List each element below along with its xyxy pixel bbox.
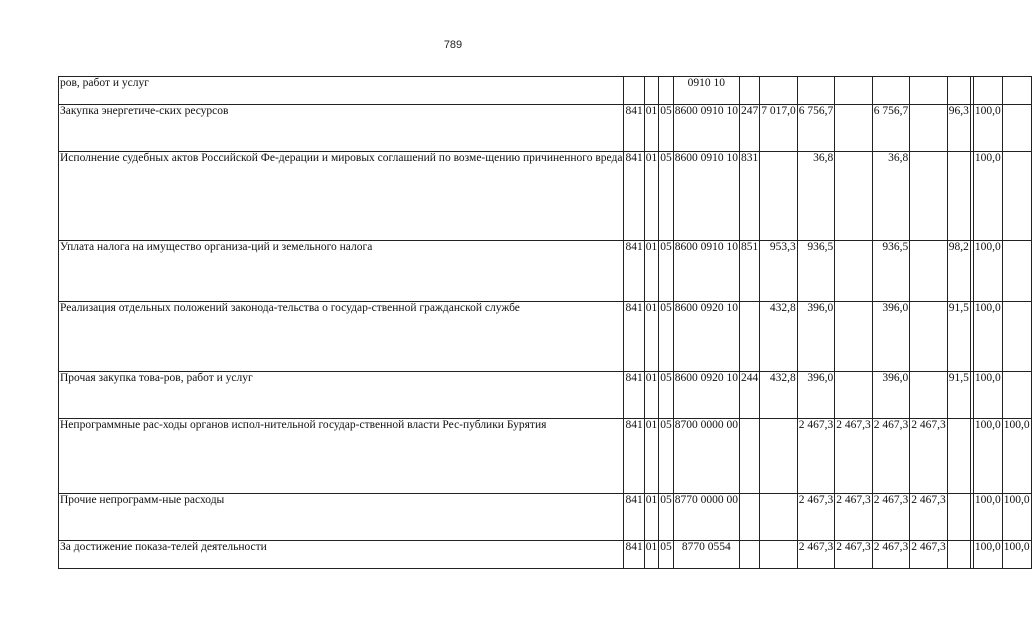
executed-federal-value	[910, 152, 948, 241]
execution-percent-plan: 91,5	[947, 372, 970, 419]
table-row	[59, 152, 1032, 241]
execution-percent-approved-federal	[1002, 372, 1031, 419]
execution-percent-approved	[973, 77, 1002, 105]
planned-value: 7 017,0	[760, 105, 798, 152]
row-name: ров, работ и услуг	[59, 77, 624, 105]
target-article-code: 0910 10	[673, 77, 739, 105]
page-number: 789	[443, 39, 463, 51]
target-article-code: 8600 0910 10	[673, 152, 739, 241]
planned-value: 953,3	[760, 241, 798, 302]
row-name: Непрограммные рас-ходы органов испол-нительной государ-ственной власти Рес-публики Бурятия	[59, 419, 624, 494]
ministry-code: 841	[624, 105, 644, 152]
execution-percent-approved-federal: 100,0	[1002, 419, 1031, 494]
approved-value	[797, 77, 835, 105]
planned-value	[760, 541, 798, 569]
executed-value: 36,8	[872, 152, 910, 241]
target-article-code: 8600 0910 10	[673, 105, 739, 152]
execution-percent-plan	[947, 419, 970, 494]
ministry-code: 841	[624, 241, 644, 302]
subsection-code: 05	[659, 541, 674, 569]
execution-percent-approved-federal: 100,0	[1002, 541, 1031, 569]
executed-value	[872, 77, 910, 105]
expense-type-code	[739, 302, 759, 372]
ministry-code: 841	[624, 494, 644, 541]
table-row	[59, 77, 1032, 105]
execution-percent-approved: 100,0	[973, 152, 1002, 241]
approved-federal-value	[835, 241, 873, 302]
planned-value: 432,8	[760, 302, 798, 372]
ministry-code: 841	[624, 302, 644, 372]
section-code	[644, 77, 659, 105]
target-article-code: 8700 0000 00	[673, 419, 739, 494]
row-name: Прочая закупка това-ров, работ и услуг	[59, 372, 624, 419]
executed-value: 6 756,7	[872, 105, 910, 152]
executed-federal-value	[910, 241, 948, 302]
section-code: 01	[644, 302, 659, 372]
target-article-code: 8600 0920 10	[673, 302, 739, 372]
execution-percent-approved-federal: 100,0	[1002, 494, 1031, 541]
approved-value: 36,8	[797, 152, 835, 241]
approved-value: 2 467,3	[797, 419, 835, 494]
subsection-code: 05	[659, 494, 674, 541]
planned-value	[760, 152, 798, 241]
execution-percent-approved: 100,0	[973, 105, 1002, 152]
execution-percent-approved-federal	[1002, 105, 1031, 152]
approved-value: 396,0	[797, 372, 835, 419]
row-name: Исполнение судебных актов Российской Фе-дерации и мировых соглашений по возме-щению причиненного вреда	[59, 152, 624, 241]
approved-federal-value: 2 467,3	[835, 494, 873, 541]
execution-percent-approved: 100,0	[973, 494, 1002, 541]
execution-percent-plan	[947, 494, 970, 541]
execution-percent-approved: 100,0	[973, 241, 1002, 302]
approved-federal-value	[835, 372, 873, 419]
execution-percent-plan	[947, 152, 970, 241]
approved-value: 6 756,7	[797, 105, 835, 152]
executed-federal-value: 2 467,3	[910, 494, 948, 541]
executed-value: 2 467,3	[872, 494, 910, 541]
ministry-code: 841	[624, 372, 644, 419]
table-row	[59, 302, 1032, 372]
execution-percent-approved-federal	[1002, 241, 1031, 302]
ministry-code: 841	[624, 152, 644, 241]
expense-type-code	[739, 494, 759, 541]
row-name: Закупка энергетиче-ских ресурсов	[59, 105, 624, 152]
table-row	[59, 241, 1032, 302]
executed-value: 936,5	[872, 241, 910, 302]
expense-type-code: 247	[739, 105, 759, 152]
executed-federal-value	[910, 105, 948, 152]
ministry-code: 841	[624, 419, 644, 494]
table-row	[59, 372, 1032, 419]
target-article-code: 8770 0000 00	[673, 494, 739, 541]
execution-percent-approved: 100,0	[973, 419, 1002, 494]
row-name: Реализация отдельных положений законода-тельства о государ-ственной гражданской службе	[59, 302, 624, 372]
approved-value: 2 467,3	[797, 541, 835, 569]
expense-type-code: 244	[739, 372, 759, 419]
execution-percent-approved-federal	[1002, 77, 1031, 105]
expense-type-code: 851	[739, 241, 759, 302]
section-code: 01	[644, 541, 659, 569]
executed-value: 396,0	[872, 372, 910, 419]
approved-federal-value	[835, 105, 873, 152]
executed-federal-value: 2 467,3	[910, 419, 948, 494]
executed-value: 2 467,3	[872, 541, 910, 569]
execution-percent-approved: 100,0	[973, 302, 1002, 372]
subsection-code: 05	[659, 372, 674, 419]
subsection-code: 05	[659, 302, 674, 372]
expense-type-code: 831	[739, 152, 759, 241]
subsection-code: 05	[659, 105, 674, 152]
approved-federal-value	[835, 302, 873, 372]
planned-value	[760, 77, 798, 105]
execution-percent-plan	[947, 77, 970, 105]
executed-federal-value	[910, 77, 948, 105]
section-code: 01	[644, 494, 659, 541]
subsection-code: 05	[659, 241, 674, 302]
approved-value: 2 467,3	[797, 494, 835, 541]
approved-federal-value: 2 467,3	[835, 419, 873, 494]
execution-percent-plan: 96,3	[947, 105, 970, 152]
target-article-code: 8600 0910 10	[673, 241, 739, 302]
section-code: 01	[644, 419, 659, 494]
table-row	[59, 419, 1032, 494]
subsection-code	[659, 77, 674, 105]
row-name: Уплата налога на имущество организа-ций и земельного налога	[59, 241, 624, 302]
target-article-code: 8600 0920 10	[673, 372, 739, 419]
execution-percent-approved: 100,0	[973, 372, 1002, 419]
execution-percent-plan: 91,5	[947, 302, 970, 372]
executed-value: 396,0	[872, 302, 910, 372]
execution-percent-approved-federal	[1002, 302, 1031, 372]
approved-federal-value	[835, 152, 873, 241]
ministry-code	[624, 77, 644, 105]
row-name: За достижение показа-телей деятельности	[59, 541, 624, 569]
target-article-code: 8770 0554	[673, 541, 739, 569]
section-code: 01	[644, 241, 659, 302]
planned-value	[760, 494, 798, 541]
table-row	[59, 494, 1032, 541]
section-code: 01	[644, 152, 659, 241]
approved-federal-value	[835, 77, 873, 105]
table-row	[59, 541, 1032, 569]
executed-federal-value	[910, 372, 948, 419]
executed-federal-value	[910, 302, 948, 372]
planned-value	[760, 419, 798, 494]
section-code: 01	[644, 372, 659, 419]
executed-federal-value: 2 467,3	[910, 541, 948, 569]
expense-type-code	[739, 77, 759, 105]
approved-value: 936,5	[797, 241, 835, 302]
row-name: Прочие непрограмм-ные расходы	[59, 494, 624, 541]
expense-type-code	[739, 541, 759, 569]
expense-type-code	[739, 419, 759, 494]
section-code: 01	[644, 105, 659, 152]
budget-table	[58, 76, 1032, 569]
planned-value: 432,8	[760, 372, 798, 419]
table-row	[59, 105, 1032, 152]
approved-value: 396,0	[797, 302, 835, 372]
execution-percent-approved-federal	[1002, 152, 1031, 241]
subsection-code: 05	[659, 152, 674, 241]
execution-percent-approved: 100,0	[973, 541, 1002, 569]
approved-federal-value: 2 467,3	[835, 541, 873, 569]
subsection-code: 05	[659, 419, 674, 494]
execution-percent-plan: 98,2	[947, 241, 970, 302]
executed-value: 2 467,3	[872, 419, 910, 494]
execution-percent-plan	[947, 541, 970, 569]
ministry-code: 841	[624, 541, 644, 569]
